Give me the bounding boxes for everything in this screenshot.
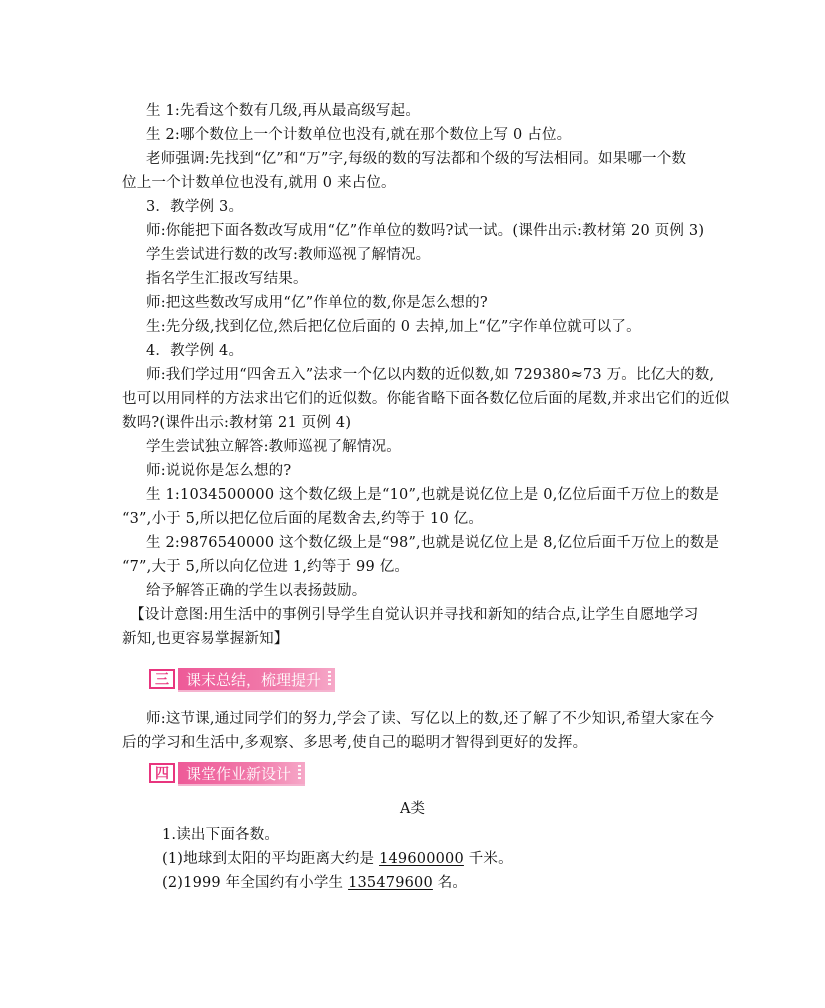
paragraph: 生:先分级,找到亿位,然后把亿位后面的 0 去掉,加上“亿”字作单位就可以了。 <box>146 319 641 335</box>
paragraph: 4．教学例 4。 <box>146 343 244 359</box>
paragraph: 师:把这些数改写成用“亿”作单位的数,你是怎么想的? <box>146 295 488 311</box>
design-intent: 新知,也更容易掌握新知】 <box>122 631 289 647</box>
paragraph: “3”,小于 5,所以把亿位后面的尾数舍去,约等于 10 亿。 <box>122 511 484 527</box>
paragraph: 师:说说你是怎么想的? <box>146 463 292 479</box>
item-text: 千米。 <box>463 851 513 867</box>
paragraph: 位上一个计数单位也没有,就用 0 来占位。 <box>122 175 396 191</box>
design-intent: 【设计意图:用生活中的事例引导学生自觉认识并寻找和新知的结合点,让学生自愿地学习 <box>130 607 699 623</box>
paragraph: 数吗?(课件出示:教材第 21 页例 4) <box>122 415 352 431</box>
item-text: (1)地球到太阳的平均距离大约是 <box>162 851 380 867</box>
question: 1.读出下面各数。 <box>162 827 280 843</box>
paragraph: 师:这节课,通过同学们的努力,学会了读、写亿以上的数,还了解了不少知识,希望大家在今 <box>146 711 715 727</box>
section-title: 课末总结，梳理提升 <box>178 668 335 690</box>
paragraph: 老师强调:先找到“亿”和“万”字,每级的数的写法都和个级的写法相同。如果哪一个数 <box>146 151 687 167</box>
paragraph: 生 2:9876540000 这个数亿级上是“98”,也就是说亿位上是 8,亿位后面千万位上的数是 <box>146 535 720 551</box>
paragraph: 学生尝试进行数的改写:教师巡视了解情况。 <box>146 247 431 263</box>
category-heading: A类 <box>400 801 425 817</box>
item-text: (2)1999 年全国约有小学生 <box>162 875 349 891</box>
paragraph: 也可以用同样的方法求出它们的近似数。你能省略下面各数亿位后面的尾数,并求出它们的近似 <box>122 391 730 407</box>
underlined-number: 135479600 <box>348 875 433 891</box>
paragraph: 给予解答正确的学生以表扬鼓励。 <box>146 583 367 599</box>
question-item <box>162 874 467 892</box>
paragraph: 生 1:1034500000 这个数亿级上是“10”,也就是说亿位上是 0,亿位后面千万位上的数是 <box>146 487 720 503</box>
section-header-summary <box>149 668 335 690</box>
paragraph: 学生尝试独立解答:教师巡视了解情况。 <box>146 439 401 455</box>
section-title: 课堂作业新设计 <box>178 762 305 784</box>
paragraph: 师:我们学过用“四舍五入”法求一个亿以内数的近似数,如 729380≈73 万。比亿大的数, <box>146 367 715 383</box>
question-item <box>162 850 513 868</box>
section-number: 三 <box>149 669 175 689</box>
underlined-number: 149600000 <box>379 851 464 867</box>
paragraph: 生 2:哪个数位上一个计数单位也没有,就在那个数位上写 0 占位。 <box>146 127 572 143</box>
item-text: 名。 <box>432 875 468 891</box>
paragraph: 3．教学例 3。 <box>146 199 244 215</box>
section-header-homework <box>149 762 305 784</box>
paragraph: 生 1:先看这个数有几级,再从最高级写起。 <box>146 103 421 119</box>
paragraph: “7”,大于 5,所以向亿位进 1,约等于 99 亿。 <box>122 559 410 575</box>
paragraph: 师:你能把下面各数改写成用“亿”作单位的数吗?试一试。(课件出示:教材第 20 页例 3) <box>146 223 705 239</box>
paragraph: 指名学生汇报改写结果。 <box>146 271 308 287</box>
section-number: 四 <box>149 763 175 783</box>
paragraph: 后的学习和生活中,多观察、多思考,使自己的聪明才智得到更好的发挥。 <box>122 735 588 751</box>
